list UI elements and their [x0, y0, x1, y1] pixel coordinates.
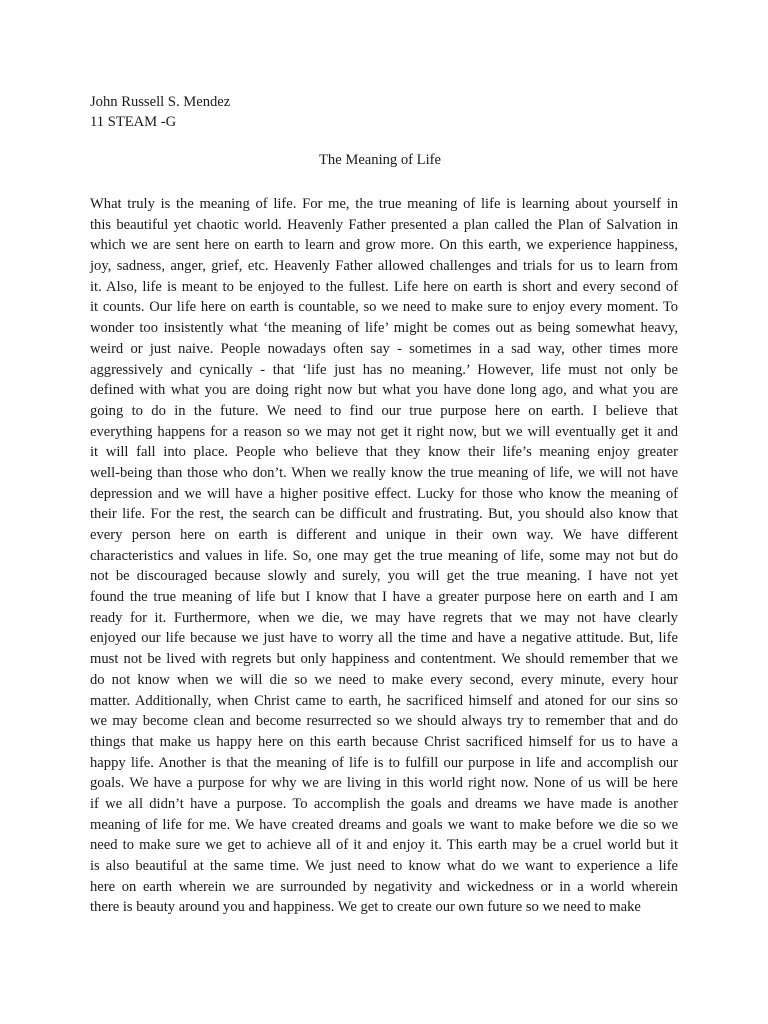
essay-line: going to do in the future. We need to find our true purpose here on earth. I believe that — [90, 402, 678, 419]
essay-line: depression and we will have a higher positive effect. Lucky for those who know the meaning of — [90, 485, 679, 502]
essay-line: it counts. Our life here on earth is countable, so we need to make sure to enjoy every moment. To — [90, 299, 679, 316]
essay-line: joy, sadness, anger, grief, etc. Heavenly Father allowed challenges and trials for us to learn from — [90, 258, 679, 275]
essay-line: goals. We have a purpose for why we are living in this world right now. None of us will be here — [90, 775, 678, 792]
essay-line: weird or just naive. People nowadays often say - sometimes in a sad way, other times more — [90, 340, 679, 357]
essay-line: things that make us happy here on this earth because Christ sacrificed himself for us to have a — [90, 733, 678, 750]
essay-line: there is beauty around you and happiness. We get to create our own future so we need to make — [90, 899, 641, 916]
essay-line: we may become clean and become resurrected so we should always try to remember that and do — [90, 713, 679, 730]
essay-line: well-being than those who don’t. When we really know the true meaning of life, we will not have — [90, 464, 679, 481]
essay-line: enjoyed our life because we just have to worry all the time and have a negative attitude. But, life — [90, 630, 678, 647]
essay-line: which we are sent here on earth to learn and grow more. On this earth, we experience happiness, — [90, 237, 678, 254]
essay-line: do not know when we will die so we need to make every second, every minute, every hour — [90, 671, 678, 688]
essay-line: meaning of life for me. We have created dreams and goals we want to make before we die so we — [90, 816, 679, 833]
essay-line: ready for it. Furthermore, when we die, we may have regrets that we may not have clearly — [90, 609, 678, 626]
essay-line: is also beautiful at the same time. We just need to know what do we want to experience a life — [90, 858, 679, 874]
essay-line: aggressively and cynically - that ‘life just has no meaning.’ However, life must not only be — [90, 361, 678, 378]
author-name: John Russell S. Mendez — [90, 94, 231, 110]
essay-line: need to make sure we get to achieve all of it and enjoy it. This earth may be a cruel world but it — [90, 837, 679, 854]
essay-title: The Meaning of Life — [319, 152, 441, 168]
essay-line: if we all didn’t have a purpose. To accomplish the goals and dreams we have made is another — [90, 795, 678, 812]
essay-line: here on earth wherein we are surrounded by negativity and wickedness or in a world wherein — [90, 878, 678, 895]
essay-line: everything happens for a reason so we may not get it right now, but we will eventually get it and — [90, 423, 679, 440]
essay-line: not be discouraged because slowly and surely, you will get the true meaning. I have not yet — [90, 568, 679, 585]
essay-line: matter. Additionally, when Christ came to earth, he sacrificed himself and atoned for our sins so — [90, 692, 678, 709]
essay-line: happy life. Another is that the meaning of life is to fulfill our purpose in life and accomplish our — [90, 754, 679, 771]
essay-line: wonder too insistently what ‘the meaning of life’ might be comes out as being somewhat heavy, — [90, 320, 678, 337]
essay-line: characteristics and values in life. So, one may get the true meaning of life, some may not but do — [90, 547, 679, 564]
essay-line: must not be lived with regrets but only happiness and contentment. We should remember that we — [90, 651, 678, 668]
essay-line: What truly is the meaning of life. For me, the true meaning of life is learning about yourself in — [90, 196, 679, 212]
document-header — [90, 93, 230, 132]
essay-line: defined with what you are doing right now but what you have done long ago, and what you are — [90, 382, 679, 399]
class-section: 11 STEAM -G — [90, 113, 177, 130]
essay-line: this beautiful yet chaotic world. Heavenly Father presented a plan called the Plan of Salvation in — [90, 216, 679, 233]
essay-line: every person here on earth is different and unique in their own way. We have different — [90, 527, 678, 543]
essay-line: it. Also, life is meant to be enjoyed to the fullest. Life here on earth is short and every second of — [90, 278, 679, 295]
essay-body — [90, 194, 690, 918]
essay-line: found the true meaning of life but I know that I have a greater purpose here on earth and I am — [90, 589, 679, 606]
essay-line: their life. For the rest, the search can be difficult and frustrating. But, you should also know that — [90, 506, 678, 523]
essay-line: it will fall into place. People who believe that they know their life’s meaning enjoy greater — [90, 444, 678, 461]
